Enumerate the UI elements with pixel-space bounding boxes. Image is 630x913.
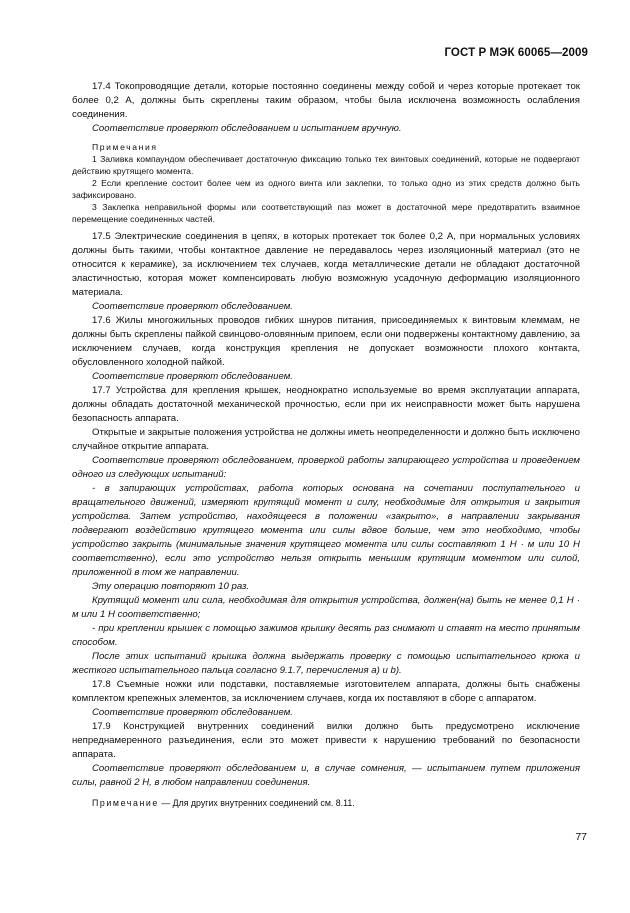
clause-17-5-compliance: Соответствие проверяют обследованием. — [92, 301, 293, 312]
clause-17-5: 17.5 Электрические соединения в цепях, в которых протекает ток более 0,2 А, при нормальных условиях должны быть такими, чтобы контактное давление не передавалось через изоляционный материал (это не относится к керамике), за исключением тех случаев, когда металлические детали не обладают достаточной эластичностью, которая может компенсировать любую возможную усадочную деформацию изоляционного материала. — [72, 231, 580, 298]
clause-17-8-compliance: Соответствие проверяют обследованием. — [92, 707, 293, 718]
final-note — [72, 796, 580, 810]
final-note-text: — Для других внутренних соединений см. 8.11. — [158, 798, 355, 808]
note-2: 2 Если крепление состоит более чем из одного винта или заклепки, то только одно из этих средств должно быть зафиксировано. — [72, 178, 580, 200]
clause-17-7-test1: - в запирающих устройствах, работа которых основана на сочетании поступательного и вращательного движений, измеряют крутящий момент и силу, необходимые для открытия и закрытия устройства. Затем устройство, находящееся в положении «закрыто», в направлении закрывания подвергают воздействию крутящего момента или силы вдвое больше, чем это необходимо, чтобы устройство закрыть (минимальные значения крутящего момента или силы составляют 1 Н · м или 10 Н соответственно), если это устройство нельзя открыть меньшим крутящим моментом или силой, приложенной в том же направлении. — [72, 483, 580, 578]
clause-17-6: 17.6 Жилы многожильных проводов гибких шнуров питания, присоединяемых к винтовым клеммам, не должны быть скреплены пайкой свинцово-оловянным припоем, если они подвержены контактному давлению, за исключением случаев, когда конструкция крепления не допускает возможности плохого контакта, обусловленного холодной пайкой. — [72, 315, 580, 368]
clause-17-9: 17.9 Конструкцией внутренних соединений вилки должно быть предусмотрено исключение непреднамеренного разъединения, если это может привести к нарушению требований по безопасности аппарата. — [72, 721, 580, 760]
clause-17-7: 17.7 Устройства для крепления крышек, неоднократно используемые во время эксплуатации аппарата, должны обладать достаточной механической прочностью, если при их неисправности может быть нарушена безопасность аппарата. — [72, 385, 580, 424]
page-body — [72, 80, 580, 810]
clause-17-6-compliance: Соответствие проверяют обследованием. — [92, 371, 293, 382]
clause-17-7-repeat: Эту операцию повторяют 10 раз. — [92, 581, 250, 592]
clause-17-7-after: После этих испытаний крышка должна выдержать проверку с помощью испытательного крюка и жесткого испытательного пальца согласно 9.1.7, перечисления а) и b). — [72, 651, 580, 676]
clause-17-7-compliance: Соответствие проверяют обследованием, проверкой работы запирающего устройства и проведением одного из следующих испытаний: — [72, 455, 580, 480]
clause-17-4: 17.4 Токопроводящие детали, которые постоянно соединены между собой и через которые протекает ток более 0,2 А, должны быть скреплены таким образом, чтобы была исключена возможность ослабления соединения. — [72, 81, 580, 120]
final-note-title: Примечание — [92, 798, 159, 808]
clause-17-4-compliance: Соответствие проверяют обследованием и испытанием вручную. — [92, 123, 402, 134]
notes-title: Примечания — [92, 142, 158, 152]
document-header: ГОСТ Р МЭК 60065—2009 — [444, 47, 588, 59]
page-number: 77 — [575, 831, 587, 843]
note-3: 3 Заклепка неправильной формы или соответствующий паз может в достаточной мере предотвратить взаимное перемещение соединенных частей. — [72, 202, 580, 224]
clause-17-7-test2: - при креплении крышек с помощью зажимов крышку десять раз снимают и ставят на место принятым способом. — [72, 623, 580, 648]
clause-17-8: 17.8 Съемные ножки или подставки, поставляемые изготовителем аппарата, должны быть снабжены комплектом крепежных элементов, за исключением случаев, когда их поставляют в сборе с аппаратом. — [72, 679, 580, 704]
note-1: 1 Заливка компаундом обеспечивает достаточную фиксацию только тех винтовых соединений, которые не подвергают действию крутящего момента. — [72, 154, 580, 176]
clause-17-7-force: Крутящий момент или сила, необходимая для открытия устройства, должен(на) быть не менее 0,1 Н · м или 1 Н соответственно; — [72, 595, 580, 620]
clause-17-9-compliance: Соответствие проверяют обследованием и, в случае сомнения, — испытанием путем приложения силы, равной 2 Н, в любом направлении соединения. — [72, 763, 580, 788]
clause-17-7-text2: Открытые и закрытые положения устройства не должны иметь неопределенности и должно быть исключено случайное открытие аппарата. — [72, 427, 580, 452]
notes-block — [72, 141, 580, 225]
